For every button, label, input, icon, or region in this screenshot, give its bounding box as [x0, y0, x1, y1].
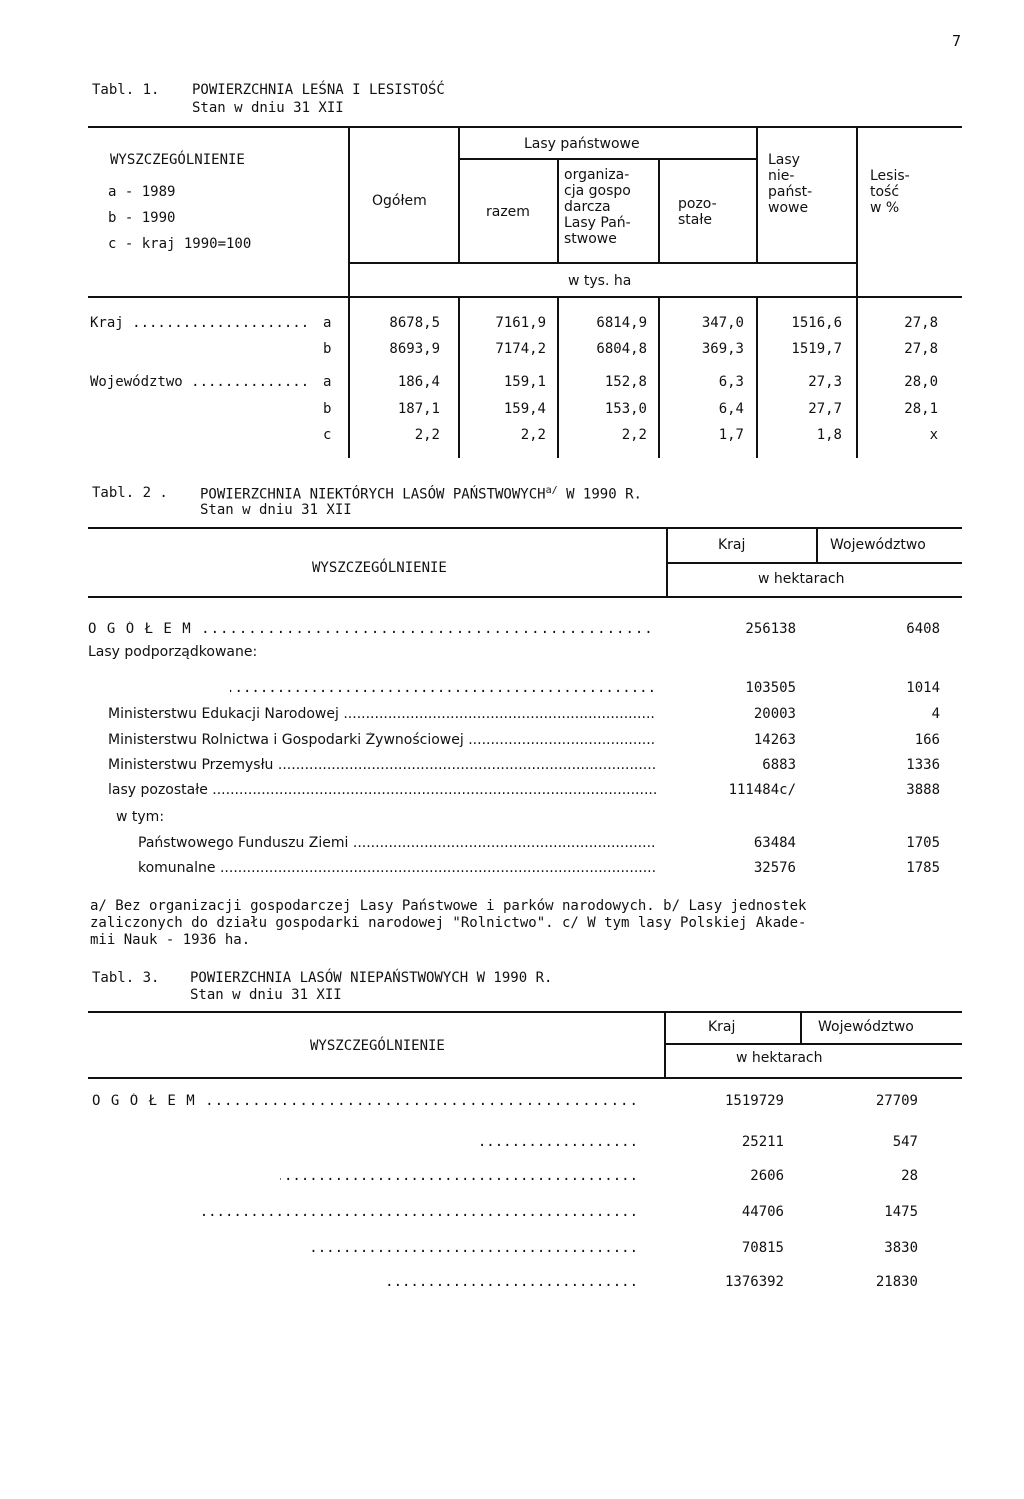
cell-kraj: 2606 — [750, 1168, 784, 1184]
table-2-col-kraj: Kraj — [718, 537, 746, 553]
leader-dots — [200, 1204, 638, 1220]
table-3-subtitle: Stan w dniu 31 XII — [190, 987, 342, 1003]
row-code: a — [323, 374, 332, 390]
cell-kraj: 70815 — [741, 1240, 784, 1256]
footnote-line: a/ Bez organizacji gospodarczej Lasy Państwowe i parków narodowych. b/ Lasy jednostek — [90, 898, 807, 914]
row-label: komunalne ..... — [138, 860, 656, 876]
divider — [800, 1013, 802, 1043]
row-label: Województwo ..... — [90, 374, 312, 390]
table-3-col-woj: Województwo — [818, 1019, 914, 1035]
col-niep-line: Lasy — [768, 152, 800, 168]
cell-niepanstwowe: 1519,7 — [791, 341, 842, 357]
row-code: c — [323, 427, 332, 443]
cell-kraj: 25211 — [741, 1134, 784, 1150]
col-niepanstwowe — [768, 152, 812, 216]
table-1-title: POWIERZCHNIA LEŚNA I LESISTOŚĆ — [192, 82, 445, 98]
table-1-subtitle: Stan w dniu 31 XII — [192, 100, 344, 116]
cell-pozostale: 347,0 — [701, 315, 744, 331]
leader-dots — [230, 680, 656, 696]
row-code: b — [323, 341, 332, 357]
page-number: 7 — [952, 32, 962, 50]
cell-wojewodztwo: 21830 — [875, 1274, 918, 1290]
cell-wojewodztwo: 547 — [892, 1134, 918, 1150]
cell-wojewodztwo: 166 — [914, 732, 940, 748]
cell-kraj: 111484c/ — [728, 782, 796, 798]
cell-ogolem: 8693,9 — [389, 341, 440, 357]
cell-razem: 159,1 — [503, 374, 546, 390]
divider — [856, 128, 858, 296]
row-label: O G Ó Ł E M ..... — [92, 1093, 638, 1109]
row-label: lasy pozostałe ..... — [108, 782, 656, 798]
cell-razem: 7161,9 — [495, 315, 546, 331]
cell-lesistosc: x — [929, 427, 938, 443]
col-org-line: cja gospo — [564, 183, 631, 199]
col-lesis-line: Lesis- — [870, 168, 910, 184]
divider — [756, 128, 758, 262]
cell-organizacja: 2,2 — [621, 427, 647, 443]
row-label: Państwowego Funduszu Ziemi ..... — [138, 835, 656, 851]
table-2-title — [200, 485, 642, 503]
table-2-top-rule — [88, 527, 962, 529]
divider — [658, 160, 660, 262]
table-2-col-woj: Województwo — [830, 537, 926, 553]
divider — [458, 128, 460, 262]
col-ogolem: Ogółem — [372, 193, 427, 209]
col-org-line: organiza- — [564, 167, 630, 183]
table-1-top-rule — [88, 126, 962, 128]
cell-wojewodztwo: 6408 — [906, 621, 940, 637]
cell-razem: 159,4 — [503, 401, 546, 417]
row-label: Lasy podporządkowane: — [88, 644, 258, 660]
table-2-label: Tabl. 2 . — [92, 485, 168, 501]
row-label: w tym: — [116, 809, 165, 825]
col-pozostale — [678, 196, 717, 228]
cell-lesistosc: 27,8 — [904, 341, 938, 357]
cell-niepanstwowe: 1,8 — [816, 427, 842, 443]
stub-c: c - kraj 1990=100 — [108, 236, 252, 252]
table-3-top-rule — [88, 1011, 962, 1013]
cell-niepanstwowe: 1516,6 — [791, 315, 842, 331]
table-3-header-rule — [88, 1077, 962, 1079]
cell-organizacja: 152,8 — [604, 374, 647, 390]
table-2-footnotes — [90, 898, 806, 949]
cell-kraj: 1519729 — [724, 1093, 784, 1109]
table-1-label: Tabl. 1. — [92, 82, 160, 98]
cell-kraj: 103505 — [745, 680, 796, 696]
col-niep-line: wowe — [768, 200, 809, 216]
col-pozo-line: stałe — [678, 212, 712, 228]
col-org-line: darcza — [564, 199, 611, 215]
cell-ogolem: 187,1 — [397, 401, 440, 417]
divider — [816, 529, 818, 562]
leader-dots — [312, 1240, 638, 1256]
row-label: O G Ó Ł E M ..... — [88, 621, 656, 637]
leader-dots — [480, 1134, 638, 1150]
table-3-col-kraj: Kraj — [708, 1019, 736, 1035]
cell-kraj: 63484 — [753, 835, 796, 851]
table-2-title-sup: a/ — [545, 485, 558, 496]
table-3-stub-title: WYSZCZEGÓLNIENIE — [310, 1038, 445, 1054]
row-label: Ministerstwu Rolnictwa i Gospodarki Żywnościowej ..... — [108, 732, 656, 748]
unit-top-rule — [348, 262, 858, 264]
table-3-title: POWIERZCHNIA LASÓW NIEPAŃSTWOWYCH W 1990 R. — [190, 970, 553, 986]
cell-organizacja: 6814,9 — [596, 315, 647, 331]
cell-lesistosc: 28,0 — [904, 374, 938, 390]
cell-wojewodztwo: 1014 — [906, 680, 940, 696]
unit-label: w tys. ha — [568, 273, 632, 289]
cell-wojewodztwo: 3888 — [906, 782, 940, 798]
cell-lesistosc: 27,8 — [904, 315, 938, 331]
col-lasy-panstwowe: Lasy państwowe — [524, 136, 640, 152]
divider — [666, 529, 668, 596]
cell-razem: 7174,2 — [495, 341, 546, 357]
row-label: Kraj ..... — [90, 315, 312, 331]
cell-wojewodztwo: 28 — [901, 1168, 918, 1184]
table-3-unit-rule — [666, 1043, 962, 1045]
cell-organizacja: 6804,8 — [596, 341, 647, 357]
cell-wojewodztwo: 1705 — [906, 835, 940, 851]
cell-pozostale: 6,3 — [718, 374, 744, 390]
cell-wojewodztwo: 1785 — [906, 860, 940, 876]
cell-kraj: 20003 — [753, 706, 796, 722]
table-2-unit: w hektarach — [758, 571, 845, 587]
stub-title: WYSZCZEGÓLNIENIE — [110, 152, 245, 168]
table-2-title-main: POWIERZCHNIA NIEKTÓRYCH LASÓW PAŃSTWOWYCH — [200, 486, 546, 503]
table-2-unit-rule — [668, 562, 962, 564]
cell-ogolem: 8678,5 — [389, 315, 440, 331]
table-3-label: Tabl. 3. — [92, 970, 160, 986]
cell-pozostale: 369,3 — [701, 341, 744, 357]
cell-niepanstwowe: 27,7 — [808, 401, 842, 417]
cell-kraj: 6883 — [762, 757, 796, 773]
col-lesis-line: tość — [870, 184, 900, 200]
divider — [348, 128, 350, 296]
table-1-header-rule — [88, 296, 962, 298]
table-2-title-tail: W 1990 R. — [566, 486, 642, 503]
col-org-line: stwowe — [564, 231, 617, 247]
divider — [664, 1013, 666, 1077]
cell-kraj: 1376392 — [724, 1274, 784, 1290]
row-code: b — [323, 401, 332, 417]
cell-organizacja: 153,0 — [604, 401, 647, 417]
col-lesis-line: w % — [870, 200, 900, 216]
cell-wojewodztwo: 1336 — [906, 757, 940, 773]
cell-pozostale: 6,4 — [718, 401, 744, 417]
table-2-header-rule — [88, 596, 962, 598]
cell-ogolem: 186,4 — [397, 374, 440, 390]
cell-wojewodztwo: 4 — [931, 706, 940, 722]
cell-wojewodztwo: 1475 — [884, 1204, 918, 1220]
cell-kraj: 14263 — [753, 732, 796, 748]
leader-dots — [386, 1274, 638, 1290]
table-2-stub-title: WYSZCZEGÓLNIENIE — [312, 560, 447, 576]
stub-a: a - 1989 — [108, 184, 176, 200]
cell-kraj: 256138 — [745, 621, 796, 637]
stub-b: b - 1990 — [108, 210, 176, 226]
cell-wojewodztwo: 3830 — [884, 1240, 918, 1256]
cell-niepanstwowe: 27,3 — [808, 374, 842, 390]
cell-razem: 2,2 — [520, 427, 546, 443]
footnote-line: zaliczonych do działu gospodarki narodowej "Rolnictwo". c/ W tym lasy Polskiej Akade- — [90, 915, 807, 931]
col-niep-line: państ- — [768, 184, 813, 200]
leader-dots — [280, 1168, 638, 1184]
row-label: Ministerstwu Edukacji Narodowej ..... — [108, 706, 656, 722]
footnote-line: mii Nauk - 1936 ha. — [90, 932, 251, 948]
col-pozo-line: pozo- — [678, 196, 717, 212]
divider — [557, 160, 559, 262]
cell-pozostale: 1,7 — [718, 427, 744, 443]
col-razem: razem — [486, 204, 530, 220]
cell-ogolem: 2,2 — [414, 427, 440, 443]
lasy-panstwowe-rule — [458, 158, 756, 160]
cell-lesistosc: 28,1 — [904, 401, 938, 417]
cell-kraj: 32576 — [753, 860, 796, 876]
cell-kraj: 44706 — [741, 1204, 784, 1220]
col-organizacja — [564, 167, 631, 247]
table-3-unit: w hektarach — [736, 1050, 823, 1066]
col-org-line: Lasy Pań- — [564, 215, 631, 231]
cell-wojewodztwo: 27709 — [875, 1093, 918, 1109]
col-lesistosc — [870, 168, 910, 216]
row-label: Ministerstwu Przemysłu ..... — [108, 757, 656, 773]
row-code: a — [323, 315, 332, 331]
table-2-subtitle: Stan w dniu 31 XII — [200, 502, 352, 518]
col-niep-line: nie- — [768, 168, 795, 184]
